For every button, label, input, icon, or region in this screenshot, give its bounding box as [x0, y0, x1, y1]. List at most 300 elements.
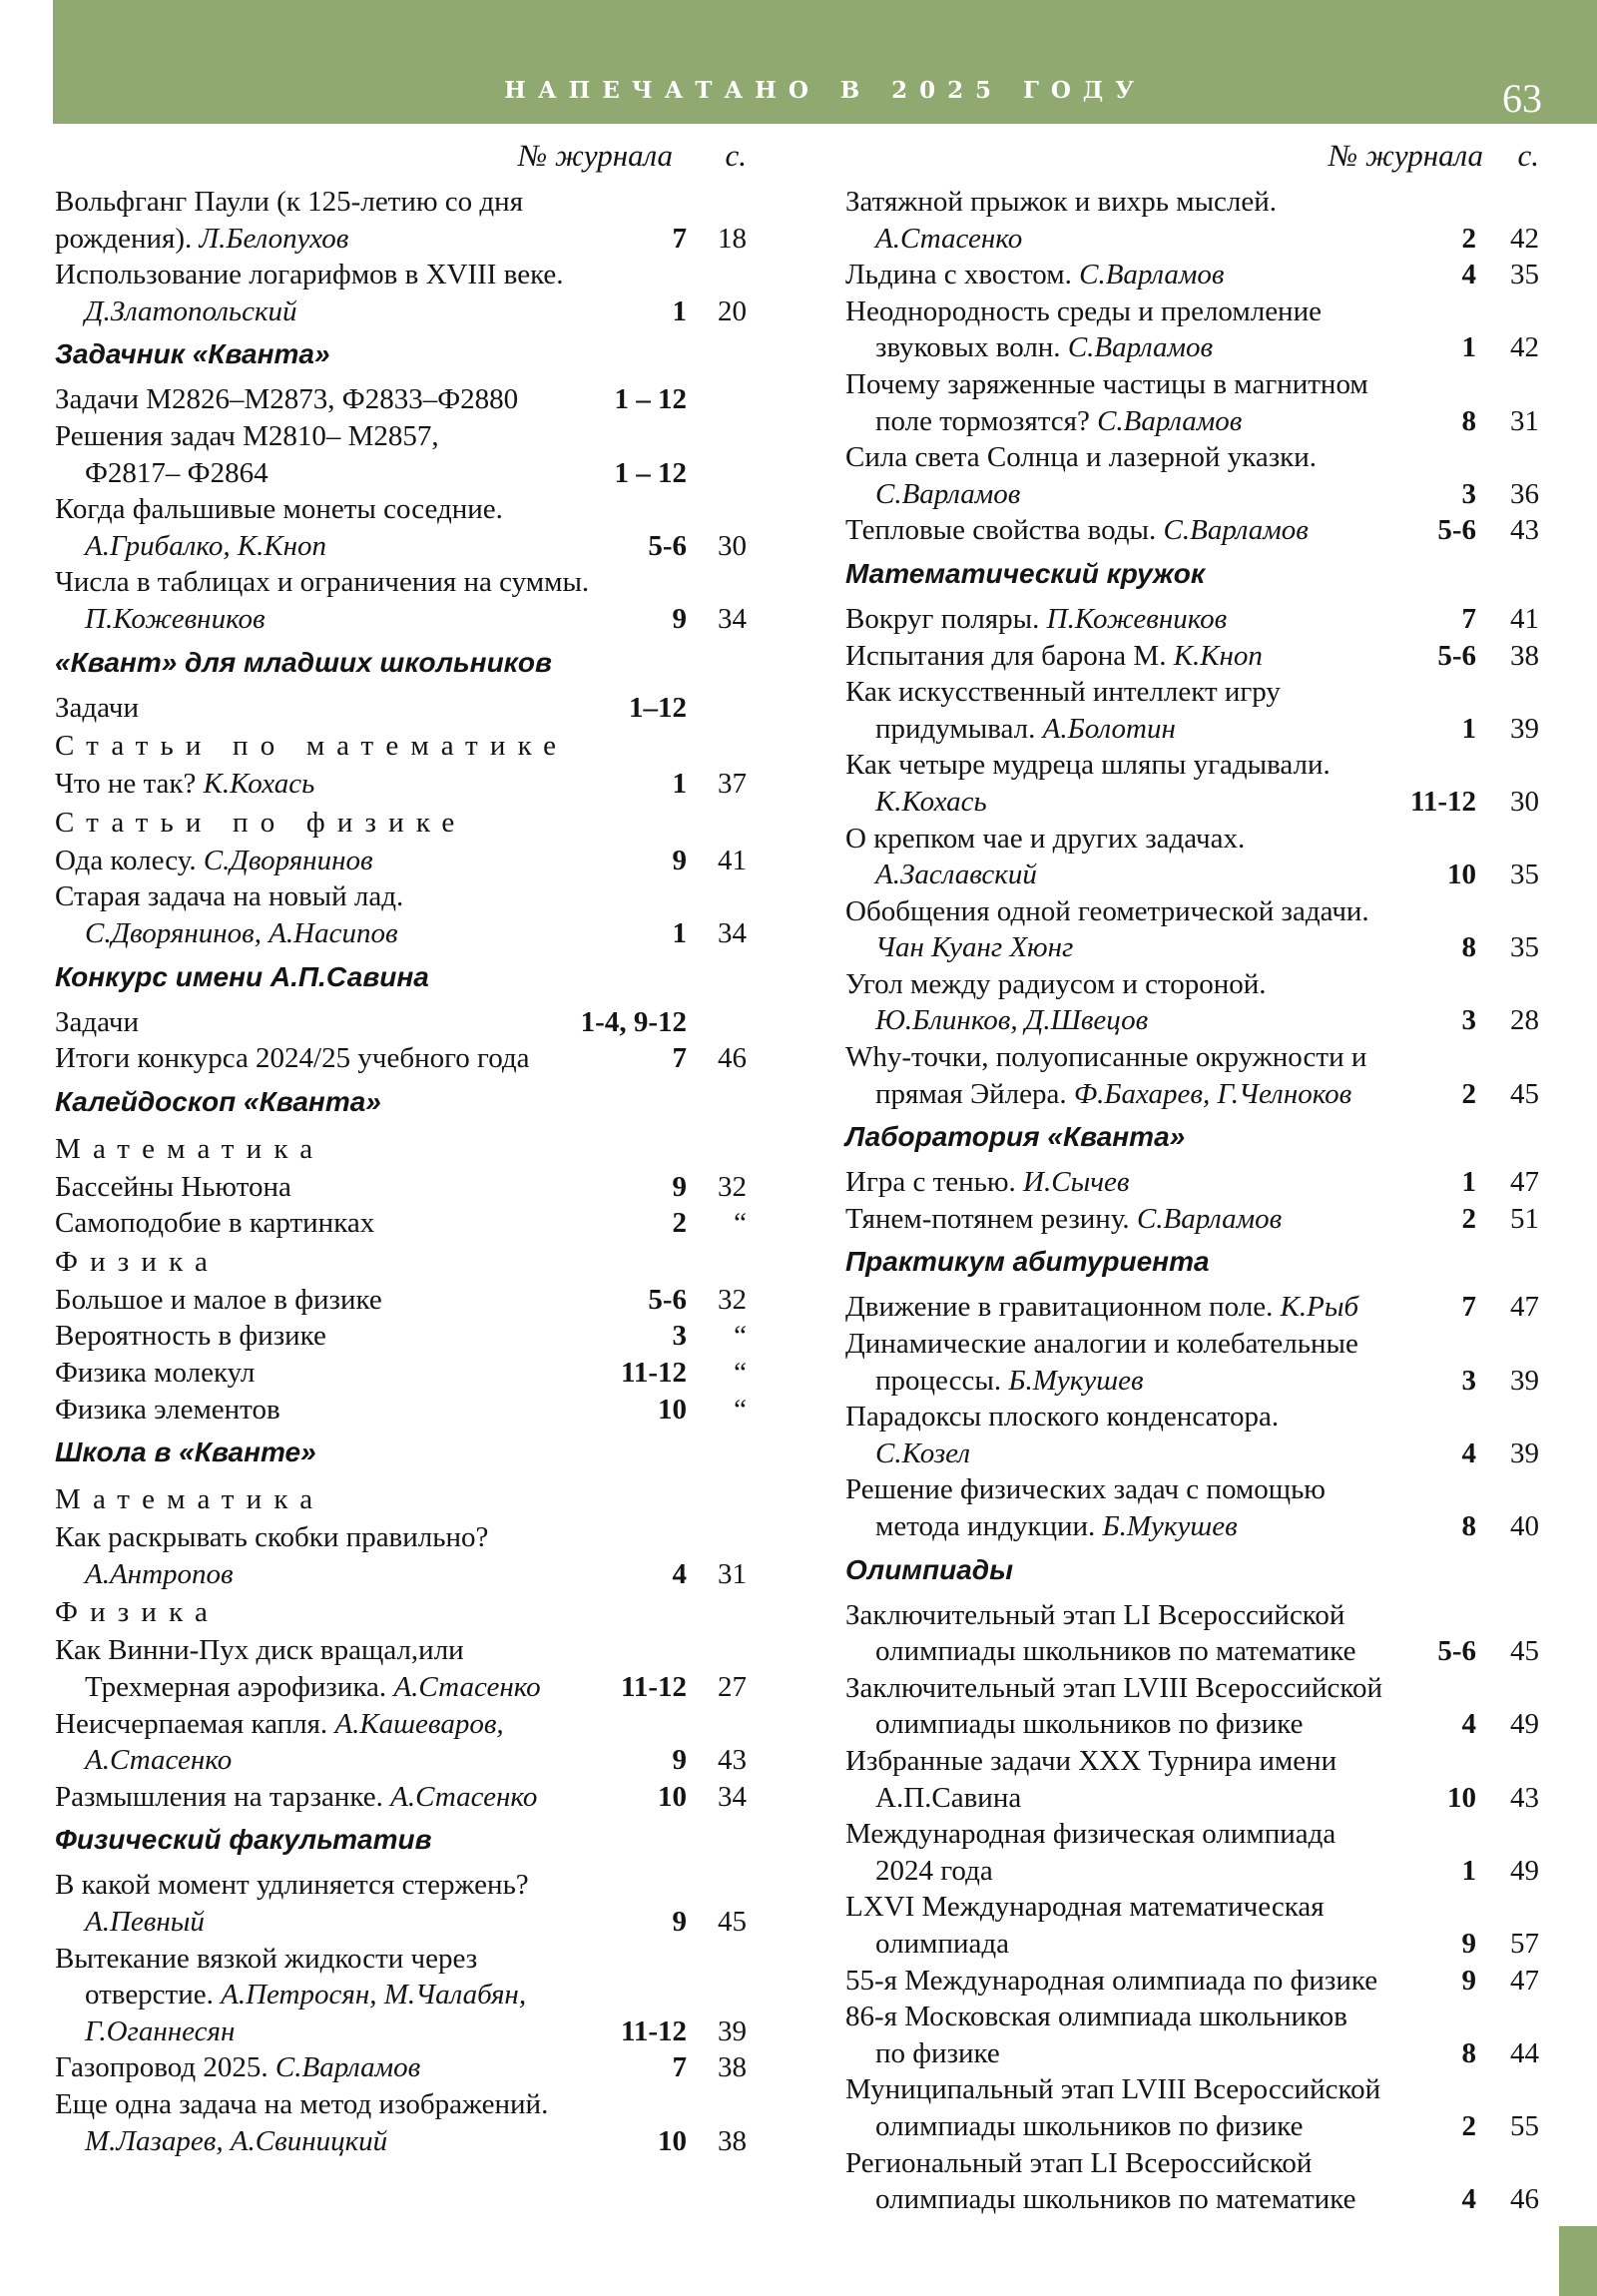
index-entry — [55, 257, 747, 329]
entry-author: Ю.Блинков, Д.Швецов — [875, 1004, 1149, 1037]
entry-title: Вокруг поляры. — [845, 602, 1047, 635]
issue-number: 1 — [672, 916, 687, 949]
entry-title: Физика элементов — [55, 1393, 280, 1426]
issue-number: 5-6 — [1437, 1635, 1476, 1668]
entry-title: Самоподобие в картинках — [55, 1207, 375, 1240]
issue-number: 11-12 — [620, 1671, 687, 1704]
index-entry — [845, 1670, 1539, 1743]
index-entry — [55, 1282, 747, 1319]
entry-line — [55, 1519, 747, 1556]
entry-line — [55, 2013, 747, 2050]
entry-title: Как искусственный интеллект игру — [845, 676, 1281, 709]
entry-title: поле тормозятся? — [875, 404, 1098, 437]
entry-line — [55, 293, 747, 330]
entry-line — [845, 2145, 1539, 2182]
entry-line — [55, 1977, 747, 2013]
entry-line — [845, 1435, 1539, 1472]
index-entry — [55, 1040, 747, 1077]
page-ref: 39 — [1510, 712, 1539, 745]
entry-title: по физике — [875, 2036, 1000, 2069]
index-entry — [845, 257, 1539, 293]
entry-line — [845, 366, 1539, 403]
entry-line — [845, 1963, 1539, 2000]
entry-line — [845, 1039, 1539, 1076]
entry-title: Муниципальный этап LVIII Всероссийской — [845, 2073, 1381, 2106]
entry-line — [55, 1318, 747, 1355]
section-heading: Физический факультатив — [55, 1824, 432, 1856]
issue-number: 3 — [1461, 1364, 1476, 1397]
entry-title: Как раскрывать скобки правильно? — [55, 1521, 489, 1554]
section-heading: Математический кружок — [845, 557, 1206, 589]
index-entry — [845, 1471, 1539, 1544]
entry-title: звуковых волн. — [875, 331, 1068, 364]
page-ref: 51 — [1510, 1202, 1539, 1235]
entry-author: С.Варламов — [1067, 331, 1214, 364]
page-ref: 30 — [1510, 785, 1539, 818]
page-ref: 45 — [1510, 1635, 1539, 1668]
index-entry — [55, 1867, 747, 1940]
entry-title: Льдина с хвостом. — [845, 259, 1080, 291]
issue-number: 10 — [658, 2124, 687, 2157]
entry-line — [845, 2071, 1539, 2108]
entry-line — [845, 293, 1539, 330]
index-entry — [55, 1706, 747, 1779]
entry-title: Решение физических задач с помощью — [845, 1473, 1326, 1506]
issue-number: 7 — [672, 1042, 687, 1075]
entry-line — [845, 257, 1539, 293]
entry-line — [55, 1779, 747, 1816]
issue-number: 4 — [1461, 1436, 1476, 1469]
subsection-label: Физика — [55, 1245, 221, 1278]
entry-author: А.Стасенко — [390, 1780, 538, 1813]
entry-line — [55, 766, 747, 803]
entry-title: олимпиада — [875, 1927, 1009, 1960]
page-ref: 49 — [1510, 1854, 1539, 1887]
entry-line — [845, 512, 1539, 549]
entry-author: П.Кожевников — [1046, 602, 1228, 635]
issue-number: 8 — [1461, 1510, 1476, 1542]
page-ref: 39 — [1510, 1364, 1539, 1397]
right-column — [845, 138, 1539, 2218]
index-entry — [55, 1941, 747, 2050]
entry-title: Физика молекул — [55, 1357, 256, 1390]
entry-line — [845, 1363, 1539, 1400]
issue-number: 3 — [1461, 1004, 1476, 1037]
entry-author: И.Сычев — [1023, 1166, 1130, 1199]
entry-line — [845, 1926, 1539, 1963]
section-heading: Конкурс имени А.П.Савина — [55, 960, 429, 992]
page-ref: 43 — [1510, 1781, 1539, 1814]
corner-tab — [1559, 2226, 1597, 2296]
page-ref: 32 — [718, 1170, 747, 1203]
entry-title: Международная физическая олимпиада — [845, 1818, 1336, 1851]
issue-number: 1 — [1461, 1854, 1476, 1887]
entry-line — [845, 2108, 1539, 2145]
issue-number: 2 — [1461, 2109, 1476, 2142]
issue-number: 11-12 — [620, 2014, 687, 2047]
entry-line — [845, 601, 1539, 638]
entry-title: Заключительный этап LI Всероссийской — [845, 1598, 1345, 1631]
page-ref: 28 — [1510, 1004, 1539, 1037]
entry-title: Еще одна задача на метод изображений. — [55, 2087, 549, 2120]
entry-line — [55, 418, 747, 455]
index-entry — [845, 439, 1539, 512]
entry-line — [55, 221, 747, 258]
entry-title: Что не так? — [55, 768, 204, 801]
entry-author: К.Кохась — [875, 785, 987, 818]
index-entry — [55, 381, 747, 418]
entry-author: А.Болотин — [1042, 712, 1176, 745]
index-entry — [845, 1039, 1539, 1112]
issue-number: 10 — [658, 1393, 687, 1426]
index-entry — [845, 966, 1539, 1039]
entry-line — [55, 1355, 747, 1392]
entry-line — [55, 1004, 747, 1041]
page-ref: 57 — [1510, 1927, 1539, 1960]
entry-line — [845, 1633, 1539, 1670]
entry-line — [55, 1556, 747, 1593]
index-entry — [845, 1597, 1539, 1670]
entry-line — [55, 690, 747, 727]
entry-title: Региональный этап LI Всероссийской — [845, 2146, 1313, 2179]
page-ref: 46 — [1510, 2183, 1539, 2216]
entry-title: Динамические аналогии и колебательные — [845, 1328, 1358, 1361]
entry-title: Трехмерная аэрофизика. — [85, 1671, 394, 1704]
index-entry — [845, 893, 1539, 966]
entry-title: Движение в гравитационном поле. — [845, 1291, 1281, 1324]
entry-line — [55, 915, 747, 952]
entry-line — [845, 893, 1539, 930]
page-ref: 32 — [718, 1283, 747, 1316]
page-column-label: с. — [1517, 138, 1539, 173]
index-entry — [845, 821, 1539, 893]
section-heading: Задачник «Кванта» — [55, 338, 330, 370]
index-entry — [845, 1399, 1539, 1471]
entry-author: А.Певный — [85, 1906, 205, 1938]
issue-number: 1 — [672, 768, 687, 801]
index-entry — [845, 674, 1539, 747]
index-entry — [55, 1355, 747, 1392]
entry-line — [55, 2086, 747, 2123]
entry-line — [55, 1867, 747, 1904]
entry-line — [845, 929, 1539, 966]
page-ref: 38 — [1510, 639, 1539, 672]
entry-title: Обобщения одной геометрической задачи. — [845, 894, 1369, 927]
index-entry — [845, 293, 1539, 366]
issue-number: 1–12 — [629, 691, 687, 724]
issue-number: 1 – 12 — [614, 456, 687, 489]
index-entry — [55, 690, 747, 727]
entry-title: олимпиады школьников по математике — [875, 2183, 1356, 2216]
entry-line — [845, 1889, 1539, 1926]
entry-line — [55, 2123, 747, 2160]
entry-line — [845, 1399, 1539, 1435]
entry-line — [55, 184, 747, 221]
entry-title: Игра с тенью. — [845, 1166, 1024, 1199]
page-ref: 42 — [1510, 222, 1539, 255]
page-ref: 27 — [718, 1671, 747, 1704]
issue-number: 5-6 — [1437, 514, 1476, 547]
entry-line — [845, 1508, 1539, 1545]
entry-title: Вольфганг Паули (к 125-летию со дня — [55, 186, 524, 218]
issue-number: 7 — [1461, 602, 1476, 635]
issue-column-label: № журнала — [1329, 138, 1483, 173]
entry-author: С.Дворянинов, А.Насипов — [85, 916, 398, 949]
page-ref: 40 — [1510, 1510, 1539, 1542]
entry-line — [845, 674, 1539, 711]
entry-line — [845, 1597, 1539, 1634]
entry-title: Когда фальшивые монеты соседние. — [55, 493, 503, 526]
entry-line — [55, 491, 747, 528]
page-ref: 45 — [1510, 1077, 1539, 1110]
page-number: 63 — [1502, 76, 1542, 121]
issue-number: 2 — [672, 1207, 687, 1240]
page-ref: 34 — [718, 916, 747, 949]
subsection-label: Математика — [55, 1483, 325, 1516]
issue-number: 5-6 — [1437, 639, 1476, 672]
entry-author: Ф.Бахарев, Г.Челноков — [1073, 1077, 1352, 1110]
entry-line — [845, 184, 1539, 221]
entry-title: Вероятность в физике — [55, 1320, 326, 1353]
entry-title: 2024 года — [875, 1854, 993, 1887]
issue-number: 1 — [1461, 712, 1476, 745]
entry-author: С.Варламов — [1097, 404, 1243, 437]
index-entry — [55, 184, 747, 257]
index-entry — [845, 2145, 1539, 2218]
entry-line — [55, 843, 747, 879]
section-heading: «Квант» для младших школьников — [55, 646, 552, 678]
entry-author: К.Рыб — [1280, 1291, 1359, 1324]
issue-number: 1 — [672, 294, 687, 327]
entry-title: Числа в таблицах и ограничения на суммы. — [55, 566, 590, 599]
entry-title: Итоги конкурса 2024/25 учебного года — [55, 1042, 530, 1075]
page-ref: 47 — [1510, 1964, 1539, 1997]
issue-number: 7 — [672, 222, 687, 255]
entry-line — [845, 966, 1539, 1003]
index-entry — [55, 2049, 747, 2086]
entry-title: олимпиады школьников по математике — [875, 1635, 1356, 1668]
entry-title: LXVI Международная математическая — [845, 1891, 1325, 1924]
issue-number: 2 — [1461, 222, 1476, 255]
page-ref: “ — [734, 1357, 747, 1390]
entry-title: придумывал. — [875, 712, 1043, 745]
entry-title: О крепком чае и других задачах. — [845, 822, 1246, 855]
page-ref: 43 — [718, 1744, 747, 1777]
entry-author: С.Варламов — [1136, 1202, 1283, 1235]
entry-title: Неисчерпаемая капля. — [55, 1707, 335, 1740]
entry-line — [55, 1169, 747, 1206]
page-ref: 38 — [718, 2051, 747, 2084]
index-entry — [845, 1999, 1539, 2071]
entry-line — [845, 1201, 1539, 1238]
page-ref: 34 — [718, 602, 747, 635]
page-ref: “ — [734, 1207, 747, 1240]
entry-title: Why-точки, полуописанные окружности и — [845, 1041, 1367, 1074]
running-title: НАПЕЧАТАНО В 2025 ГОДУ — [504, 77, 1146, 104]
entry-line — [845, 221, 1539, 258]
entry-title: 86-я Московская олимпиада школьников — [845, 2001, 1347, 2033]
entry-line — [55, 1392, 747, 1429]
issue-column-label: № журнала — [518, 138, 673, 173]
issue-number: 7 — [1461, 1291, 1476, 1324]
entry-line — [845, 1471, 1539, 1508]
issue-number: 9 — [672, 1906, 687, 1938]
index-entry — [845, 2071, 1539, 2144]
issue-number: 3 — [1461, 477, 1476, 510]
index-entry — [845, 1289, 1539, 1326]
subsection-label: Физика — [55, 1596, 221, 1629]
entry-line — [55, 878, 747, 915]
entry-line — [55, 381, 747, 418]
issue-number: 9 — [672, 844, 687, 876]
issue-number: 1-4, 9-12 — [580, 1005, 687, 1038]
entry-title: 55-я Международная олимпиада по физике — [845, 1964, 1378, 1997]
subsection-label: Математика — [55, 1132, 325, 1165]
entry-author: А.Петросян, М.Чалабян, — [221, 1979, 527, 2011]
index-entry — [55, 766, 747, 803]
index-entry — [55, 878, 747, 951]
entry-author: А.Стасенко — [875, 222, 1023, 255]
entry-line — [55, 1040, 747, 1077]
entry-line — [845, 439, 1539, 476]
page-ref: 30 — [718, 529, 747, 562]
entry-line — [55, 2049, 747, 2086]
entry-title: Старая задача на новый лад. — [55, 880, 404, 913]
entry-line — [845, 857, 1539, 893]
issue-number: 7 — [672, 2051, 687, 2084]
page-ref: 41 — [1510, 602, 1539, 635]
entry-line — [845, 476, 1539, 513]
entry-line — [845, 638, 1539, 675]
entry-line — [845, 1816, 1539, 1853]
entry-line — [55, 455, 747, 492]
entry-author: Л.Белопухов — [199, 222, 349, 255]
entry-title: Ф2817– Ф2864 — [85, 456, 268, 489]
page-ref: 41 — [718, 844, 747, 876]
entry-title: Решения задач М2810– М2857, — [55, 419, 439, 452]
entry-line — [845, 784, 1539, 821]
section-heading: Лаборатория «Кванта» — [845, 1121, 1186, 1153]
entry-line — [845, 403, 1539, 440]
entry-title: олимпиады школьников по физике — [875, 2109, 1304, 2142]
entry-line — [55, 1941, 747, 1978]
index-entry — [55, 418, 747, 491]
entry-line — [845, 1743, 1539, 1780]
page-ref: 42 — [1510, 331, 1539, 364]
issue-number: 9 — [672, 1744, 687, 1777]
left-column — [55, 138, 747, 2159]
index-entry — [55, 1519, 747, 1592]
index-entry — [845, 1743, 1539, 1816]
entry-author: К.Кохась — [203, 768, 315, 801]
index-entry — [845, 638, 1539, 675]
entry-line — [55, 601, 747, 638]
entry-line — [845, 711, 1539, 748]
issue-number: 1 – 12 — [614, 383, 687, 416]
entry-line — [845, 1326, 1539, 1363]
index-entry — [55, 1004, 747, 1041]
entry-author: К.Кноп — [1173, 639, 1263, 672]
entry-author: А.Заславский — [875, 859, 1037, 891]
page-ref: 36 — [1510, 477, 1539, 510]
entry-author: С.Дворянинов — [203, 844, 373, 876]
page-ref: 37 — [718, 768, 747, 801]
entry-author: А.Грибалко, К.Кноп — [85, 529, 326, 562]
entry-title: Вытекание вязкой жидкости через — [55, 1942, 478, 1975]
page-ref: 31 — [1510, 404, 1539, 437]
entry-title: Испытания для барона М. — [845, 639, 1174, 672]
index-entry — [845, 1326, 1539, 1399]
entry-title: Сила света Солнца и лазерной указки. — [845, 441, 1318, 474]
index-entry — [55, 1632, 747, 1705]
entry-author: А.Антропов — [85, 1557, 234, 1590]
issue-number: 10 — [1447, 859, 1476, 891]
entry-line — [55, 1632, 747, 1669]
page-ref: 35 — [1510, 259, 1539, 291]
entry-title: А.П.Савина — [875, 1781, 1022, 1814]
page-ref: 18 — [718, 222, 747, 255]
entry-line — [55, 257, 747, 293]
issue-number: 10 — [658, 1780, 687, 1813]
issue-number: 8 — [1461, 404, 1476, 437]
index-entry — [845, 601, 1539, 638]
issue-number: 9 — [672, 1170, 687, 1203]
section-heading: Олимпиады — [845, 1553, 1014, 1585]
issue-number: 2 — [1461, 1202, 1476, 1235]
entry-author: С.Козел — [875, 1436, 970, 1469]
index-entry — [55, 1205, 747, 1242]
entry-title: Бассейны Ньютона — [55, 1170, 291, 1203]
page-ref: “ — [734, 1393, 747, 1426]
issue-number: 4 — [1461, 2183, 1476, 2216]
entry-title: Задачи — [55, 1005, 139, 1038]
issue-number: 11-12 — [620, 1357, 687, 1390]
section-heading: Школа в «Кванте» — [55, 1436, 316, 1468]
entry-author: А.Стасенко — [85, 1744, 233, 1777]
issue-number: 5-6 — [648, 529, 687, 562]
page-ref: 45 — [718, 1906, 747, 1938]
index-entry — [845, 512, 1539, 549]
entry-title: Почему заряженные частицы в магнитном — [845, 367, 1368, 400]
entry-title: Угол между радиусом и стороной. — [845, 967, 1267, 1000]
issue-number: 4 — [672, 1557, 687, 1590]
index-entry — [845, 184, 1539, 257]
entry-title: Задачи М2826–М2873, Ф2833–Ф2880 — [55, 383, 519, 416]
index-entry — [845, 1963, 1539, 2000]
index-entry — [55, 843, 747, 879]
entry-title: Газопровод 2025. — [55, 2051, 275, 2084]
index-entry — [55, 491, 747, 564]
page-ref: 39 — [718, 2014, 747, 2047]
page-ref: 46 — [718, 1042, 747, 1075]
issue-number: 9 — [672, 602, 687, 635]
page-ref: 31 — [718, 1557, 747, 1590]
page-ref: 49 — [1510, 1708, 1539, 1741]
entry-title: В какой момент удлиняется стержень? — [55, 1869, 529, 1902]
entry-title: Заключительный этап LVIII Всероссийской — [845, 1671, 1383, 1704]
entry-title: Тянем-потянем резину. — [845, 1202, 1137, 1235]
section-heading: Практикум абитуриента — [845, 1246, 1210, 1278]
issue-number: 4 — [1461, 259, 1476, 291]
issue-number: 9 — [1461, 1964, 1476, 1997]
entry-title: Как Винни-Пух диск вращал,или — [55, 1634, 464, 1667]
entry-line — [845, 1002, 1539, 1039]
entry-author: П.Кожевников — [85, 602, 266, 635]
entry-line — [845, 329, 1539, 366]
entry-line — [55, 1742, 747, 1779]
entry-title: Размышления на тарзанке. — [55, 1780, 391, 1813]
entry-title: Использование логарифмов в XVIII веке. — [55, 259, 564, 291]
